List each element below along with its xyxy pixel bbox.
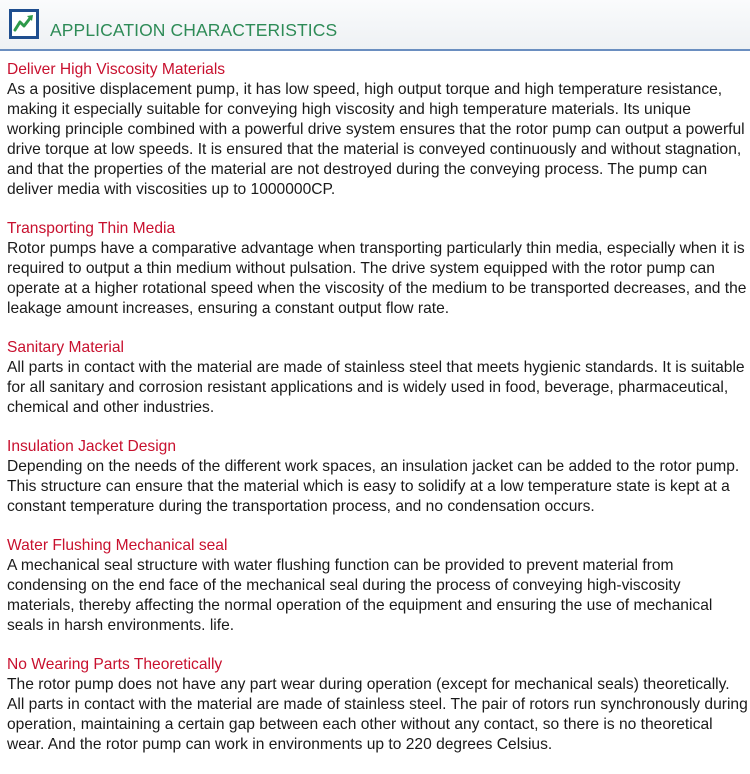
section-header — [0, 0, 750, 51]
section-body: The rotor pump does not have any part wear during operation (except for mechanical seals) theoretically. All parts in contact with the material are made of stainless steel. The pair of rotors run synchronously during operation, maintaining a certain gap between each other without any contact, so there is no theoretical wear. And the rotor pump can work in environments up to 220 degrees Celsius. — [7, 676, 748, 753]
section-insulation-jacket — [7, 437, 750, 517]
section-body: A mechanical seal structure with water flushing function can be provided to prevent material from condensing on the end face of the mechanical seal during the process of conveying high-viscosity materials, thereby affecting the normal operation of the equipment and ensuring the use of mechanical seals in harsh environments. life. — [7, 557, 713, 634]
section-title: Water Flushing Mechanical seal — [7, 537, 228, 554]
section-body: All parts in contact with the material are made of stainless steel that meets hygienic standards. It is suitable for all sanitary and corrosion resistant applications and is widely used in food, beverage, pharmaceutical, chemical and other industries. — [7, 359, 745, 416]
page-title: APPLICATION CHARACTERISTICS — [50, 20, 338, 40]
section-thin-media — [7, 219, 750, 319]
characteristics-list — [7, 60, 750, 774]
logo-chart-icon — [9, 9, 39, 39]
section-no-wearing-parts — [7, 655, 750, 755]
section-water-flushing-seal — [7, 536, 750, 636]
section-title: No Wearing Parts Theoretically — [7, 656, 223, 673]
section-body: As a positive displacement pump, it has low speed, high output torque and high temperature resistance, making it especially suitable for conveying high viscosity and high temperature materials. Its unique working principle combined with a powerful drive system ensures that the rotor pump can output a powerful drive torque at low speeds. It is ensured that the material is conveyed continuously and without stagnation, and that the properties of the material are not destroyed during the conveying process. The pump can deliver media with viscosities up to 1000000CP. — [7, 81, 745, 198]
section-high-viscosity — [7, 60, 750, 200]
section-body: Depending on the needs of the different work spaces, an insulation jacket can be added to the rotor pump. This structure can ensure that the material which is easy to solidify at a low temperature state is kept at a constant temperature during the transportation process, and no condensation occurs. — [7, 458, 740, 515]
section-title: Insulation Jacket Design — [7, 438, 177, 455]
section-title: Deliver High Viscosity Materials — [7, 61, 226, 78]
section-body: Rotor pumps have a comparative advantage when transporting particularly thin media, especially when it is required to output a thin medium without pulsation. The drive system equipped with the rotor pump can operate at a higher rotational speed when the viscosity of the medium to be transported decreases, and the leakage amount increases, ensuring a constant output flow rate. — [7, 240, 747, 317]
section-title: Sanitary Material — [7, 339, 124, 356]
section-title: Transporting Thin Media — [7, 220, 176, 237]
section-sanitary-material — [7, 338, 750, 418]
